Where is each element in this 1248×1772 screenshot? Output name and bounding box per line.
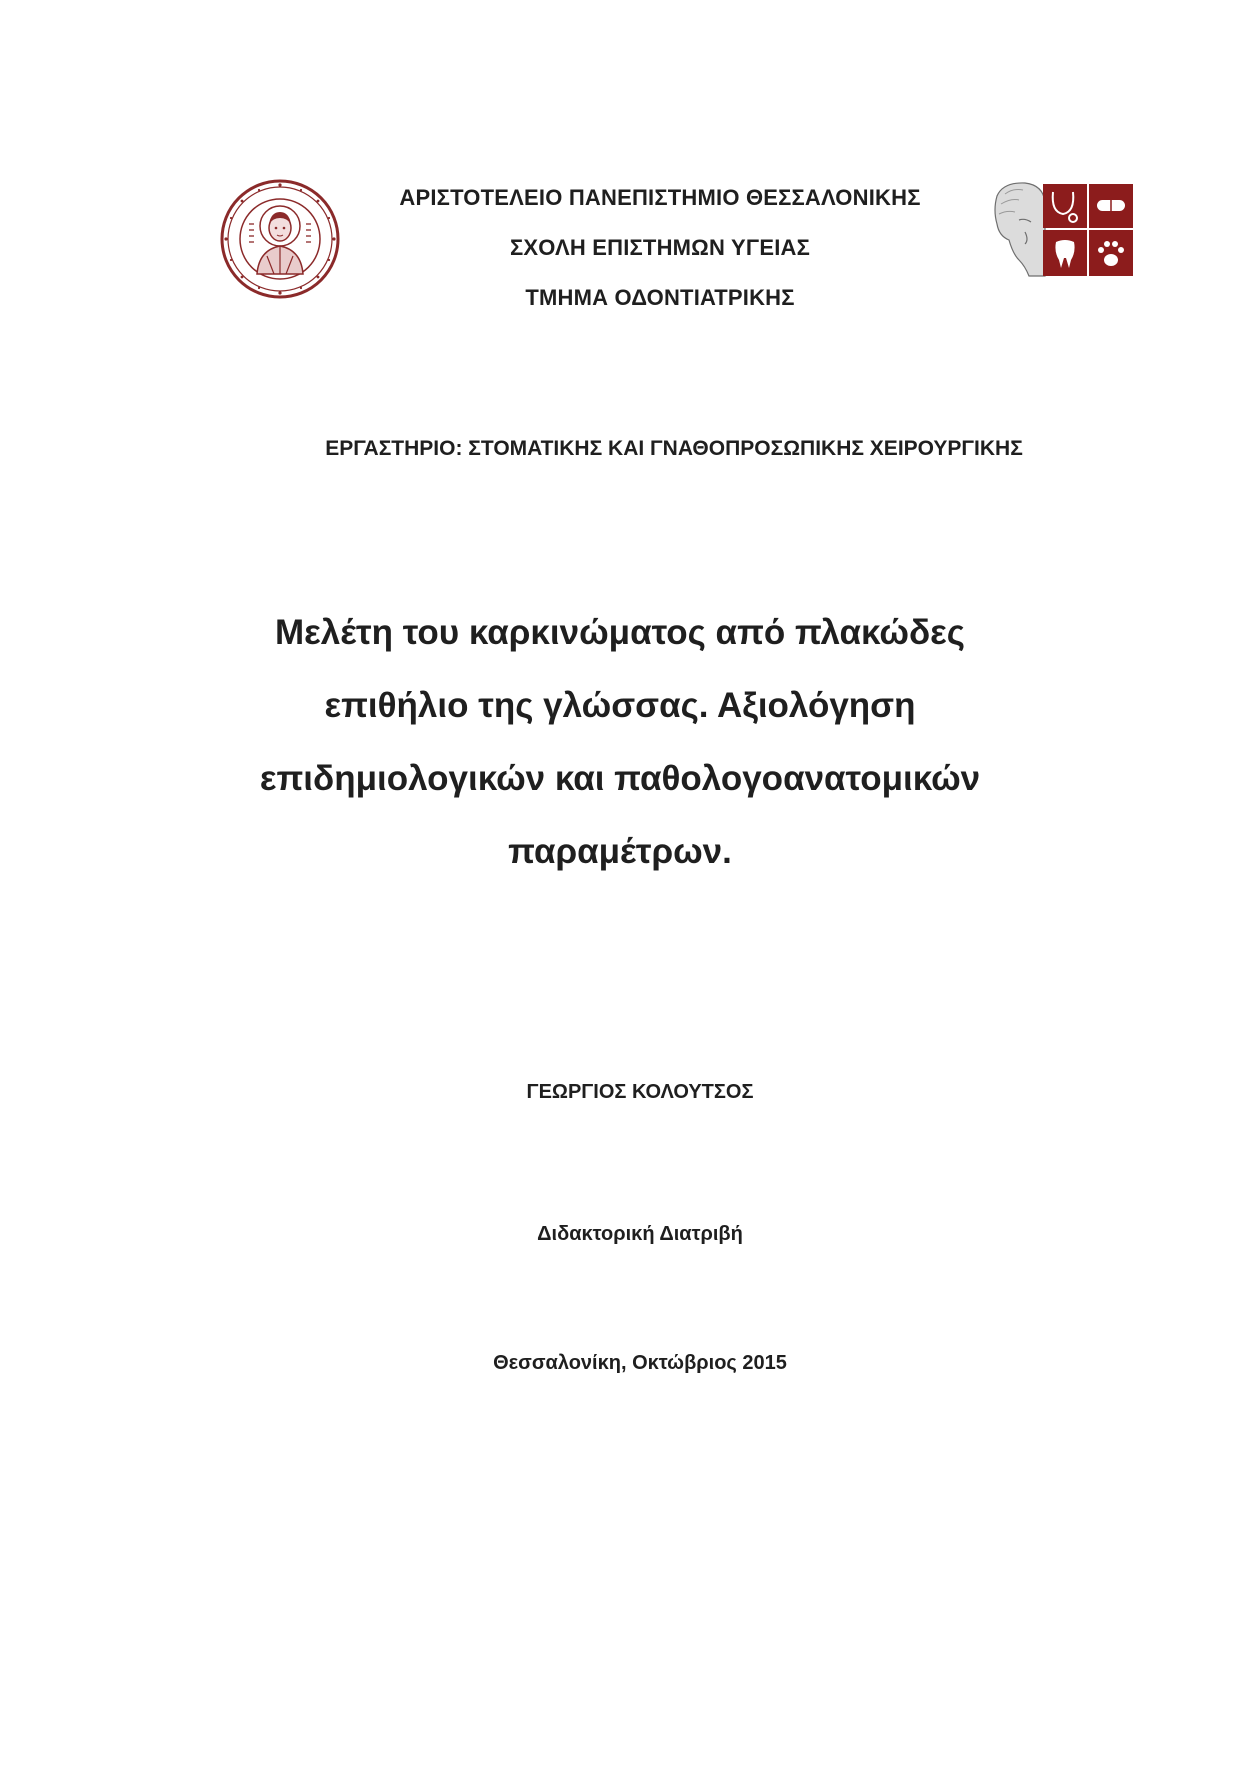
faculty-logo-icon bbox=[985, 180, 1133, 280]
institution-header bbox=[330, 178, 990, 328]
department-name: ΤΜΗΜΑ ΟΔΟΝΤΙΑΤΡΙΚΗΣ bbox=[525, 285, 795, 310]
laboratory-name: ΕΡΓΑΣΤΗΡΙΟ: ΣΤΟΜΑΤΙΚΗΣ ΚΑΙ ΓΝΑΘΟΠΡΟΣΩΠΙΚΗΣ ΧΕΙΡΟΥΡΓΙΚΗΣ bbox=[325, 437, 1023, 460]
thesis-title-line: Μελέτη του καρκινώματος από πλακώδες bbox=[275, 613, 965, 652]
place-date: Θεσσαλονίκη, Οκτώβριος 2015 bbox=[493, 1352, 787, 1374]
university-seal-icon bbox=[219, 178, 341, 300]
thesis-title-line: παραμέτρων. bbox=[508, 832, 732, 871]
author-name: ΓΕΩΡΓΙΟΣ ΚΟΛΟΥΤΣΟΣ bbox=[526, 1081, 754, 1103]
thesis-title bbox=[190, 596, 1050, 888]
thesis-title-line: επιδημιολογικών και παθολογοανατομικών bbox=[259, 759, 981, 798]
document-type: Διδακτορική Διατριβή bbox=[537, 1223, 743, 1245]
thesis-title-line: επιθήλιο της γλώσσας. Αξιολόγηση bbox=[324, 686, 916, 725]
university-name: ΑΡΙΣΤΟΤΕΛΕΙΟ ΠΑΝΕΠΙΣΤΗΜΙΟ ΘΕΣΣΑΛΟΝΙΚΗΣ bbox=[399, 185, 921, 210]
school-name: ΣΧΟΛΗ ΕΠΙΣΤΗΜΩΝ ΥΓΕΙΑΣ bbox=[509, 235, 810, 260]
